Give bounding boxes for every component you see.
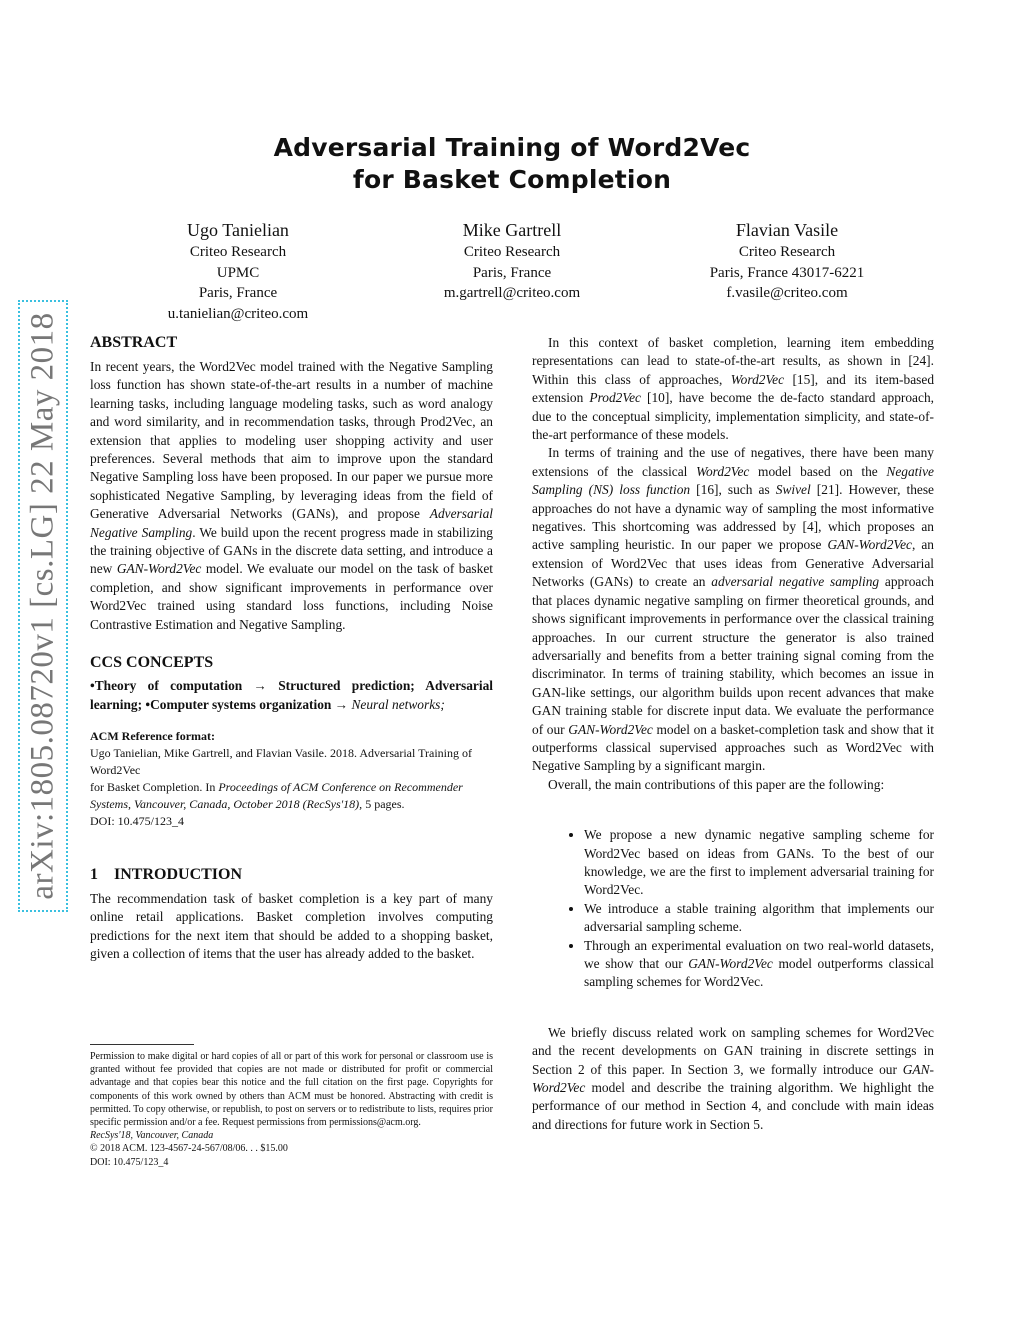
author-block-2 xyxy=(362,218,662,304)
paragraph: We briefly discuss related work on sampling schemes for Word2Vec and the recent developments on GAN training in discrete settings in Section 2 of this paper. In Section 3, we formally introduce our GAN-Word2Vec model and describe the training algorithm. We highlight the performance of our method in Section 4, and conclude with main ideas and directions for future work in Section 5. xyxy=(532,1024,934,1132)
ccs-heading: CCS CONCEPTS xyxy=(90,654,214,672)
left-column xyxy=(90,332,493,964)
list-item: • We introduce a stable training algorithm that implements our adversarial sampling scheme. xyxy=(584,900,934,937)
introduction-heading: 1 INTRODUCTION xyxy=(90,865,243,883)
contributions-list xyxy=(532,826,934,992)
paragraph: In this context of basket completion, learning item embedding representations can lead to state-of-the-art results, as shown in [24]. Within this class of approaches, Word2Vec [15], and its item-based extension Prod2Vec [10], have become the de-facto standard approach, due to the conceptual simplicity, implementation simplicity, and state-of-the-art performance of these models. xyxy=(532,335,935,443)
footnote-divider xyxy=(90,1044,194,1045)
author-block-3 xyxy=(637,218,937,304)
paragraph: In terms of training and the use of negatives, there have been many extensions of the classical Word2Vec model based on the Negative Sampling (NS) loss function [16], such as Swivel [21]. However, these approaches do not have a dynamic way of sampling the most informative negatives. This shortcoming was addressed by [4], which proposes an active sampling heuristic. In our paper we propose GAN-Word2Vec, an extension of Word2Vec that uses ideas from Generative Adversarial Networks (GANs) to create an adversarial negative sampling approach that places dynamic negative sampling on firmer theoretical grounds, and shows significant improvements in performance over the classical training approaches. In our current structure the generator is also trained adversarially and benefits from a better training signal coming from the discriminator. In terms of training stability, which becomes an issue in GAN-like settings, our algorithm builds upon recent advances that make GAN training stable for discrete input data. We evaluate the performance of our GAN-Word2Vec model on a basket-completion task and show that it outperforms classical supervised approaches such as Word2Vec with Negative Sampling by a significant margin. xyxy=(532,445,935,774)
acm-ref-heading: ACM Reference format: xyxy=(90,728,216,743)
title-line-2: for Basket Completion xyxy=(352,165,672,194)
author-affiliation: Criteo Research xyxy=(463,244,561,260)
author-email[interactable]: m.gartrell@criteo.com xyxy=(443,285,581,301)
ccs-concepts: •Theory of computation → Structured prediction; Adversarial learning; •Computer systems organization → Neural networks; xyxy=(90,678,493,712)
abstract-heading: ABSTRACT xyxy=(90,334,178,351)
right-column xyxy=(532,334,934,1134)
author-name: Flavian Vasile xyxy=(735,220,839,240)
author-affiliation: Criteo Research xyxy=(189,244,287,260)
footnote-doi: DOI: 10.475/123_4 xyxy=(90,1156,169,1168)
acm-reference: Ugo Tanielian, Mike Gartrell, and Flavian Vasile. 2018. Adversarial Training of Word2Vec for Basket Completion. In Proceedings of ACM Conference on Recommender Systems, Vancouver, Canada, October 2018 (RecSys'18), 5 pages. DOI: 10.475/123_4 xyxy=(90,745,493,830)
permission-footnote xyxy=(90,1044,493,1169)
author-location: Paris, France xyxy=(198,285,278,301)
author-affiliation: UPMC xyxy=(216,264,260,281)
paragraph: Overall, the main contributions of this paper are the following: xyxy=(548,776,885,792)
title-line-1: Adversarial Training of Word2Vec xyxy=(273,133,751,162)
author-block-1 xyxy=(88,218,388,324)
abstract-text: In recent years, the Word2Vec model trained with the Negative Sampling loss function has shown state-of-the-art results in a number of machine learning tasks, including language modeling tasks, such as word analogy and word similarity, and in recommendation tasks, through Prod2Vec, an extension that applies to modeling user shopping activity and user preferences. Several methods that aim to improve upon the standard Negative Sampling loss have been proposed. In our paper we pursue more sophisticated Negative Sampling, by leveraging ideas from the field of Generative Adversarial Networks (GANs), and propose Adversarial Negative Sampling. We build upon the recent progress made in stabilizing the training objective of GANs in the discrete data setting, and introduce a new GAN-Word2Vec model. We evaluate our model on the task of basket completion, and show significant improvements in performance over Word2Vec trained using standard loss functions, including Noise Contrastive Estimation and Negative Sampling. xyxy=(90,359,494,632)
arxiv-identifier: arXiv:1805.08720v1 [cs.LG] 22 May 2018 xyxy=(24,312,61,900)
author-location: Paris, France 43017-6221 xyxy=(709,264,865,281)
copyright: © 2018 ACM. 123-4567-24-567/08/06. . . $15.00 xyxy=(90,1143,288,1155)
author-affiliation: Criteo Research xyxy=(738,244,836,260)
author-email[interactable]: f.vasile@criteo.com xyxy=(726,285,848,301)
list-item: • Through an experimental evaluation on two real-world datasets, we show that our GAN-Word2Vec model outperforms classical sampling schemes for Word2Vec. xyxy=(584,937,934,992)
author-email[interactable]: u.tanielian@criteo.com xyxy=(167,305,309,322)
permission-text: Permission to make digital or hard copies of all or part of this work for personal or classroom use is granted without fee provided that copies are not made or distributed for profit or commercial advantage and that copies bear this notice and the full citation on the first page. Copyrights for components of this work owned by others than ACM must be honored. Abstracting with credit is permitted. To copy otherwise, or republish, to post on servers or to redistribute to lists, requires prior specific permission and/or a fee. Request permissions from permissions@acm.org. xyxy=(90,1051,493,1129)
list-item: • We propose a new dynamic negative sampling scheme for Word2Vec based on ideas from GANs. To the best of our knowledge, we are the first to implement adversarial training for Word2Vec. xyxy=(584,826,934,900)
author-name: Ugo Tanielian xyxy=(187,220,289,240)
introduction-text: The recommendation task of basket completion is a key part of many online retail applications. Basket completion involves computing predictions for the next item that should be added to a shopping basket, given a collection of items that the user has already added to the basket. xyxy=(90,890,493,962)
acm-ref-doi: DOI: 10.475/123_4 xyxy=(90,813,184,828)
author-name: Mike Gartrell xyxy=(462,220,562,240)
author-location: Paris, France xyxy=(472,264,552,281)
venue: RecSys'18, Vancouver, Canada xyxy=(90,1130,214,1142)
paper-title xyxy=(0,132,1024,196)
arxiv-stamp xyxy=(18,300,68,912)
